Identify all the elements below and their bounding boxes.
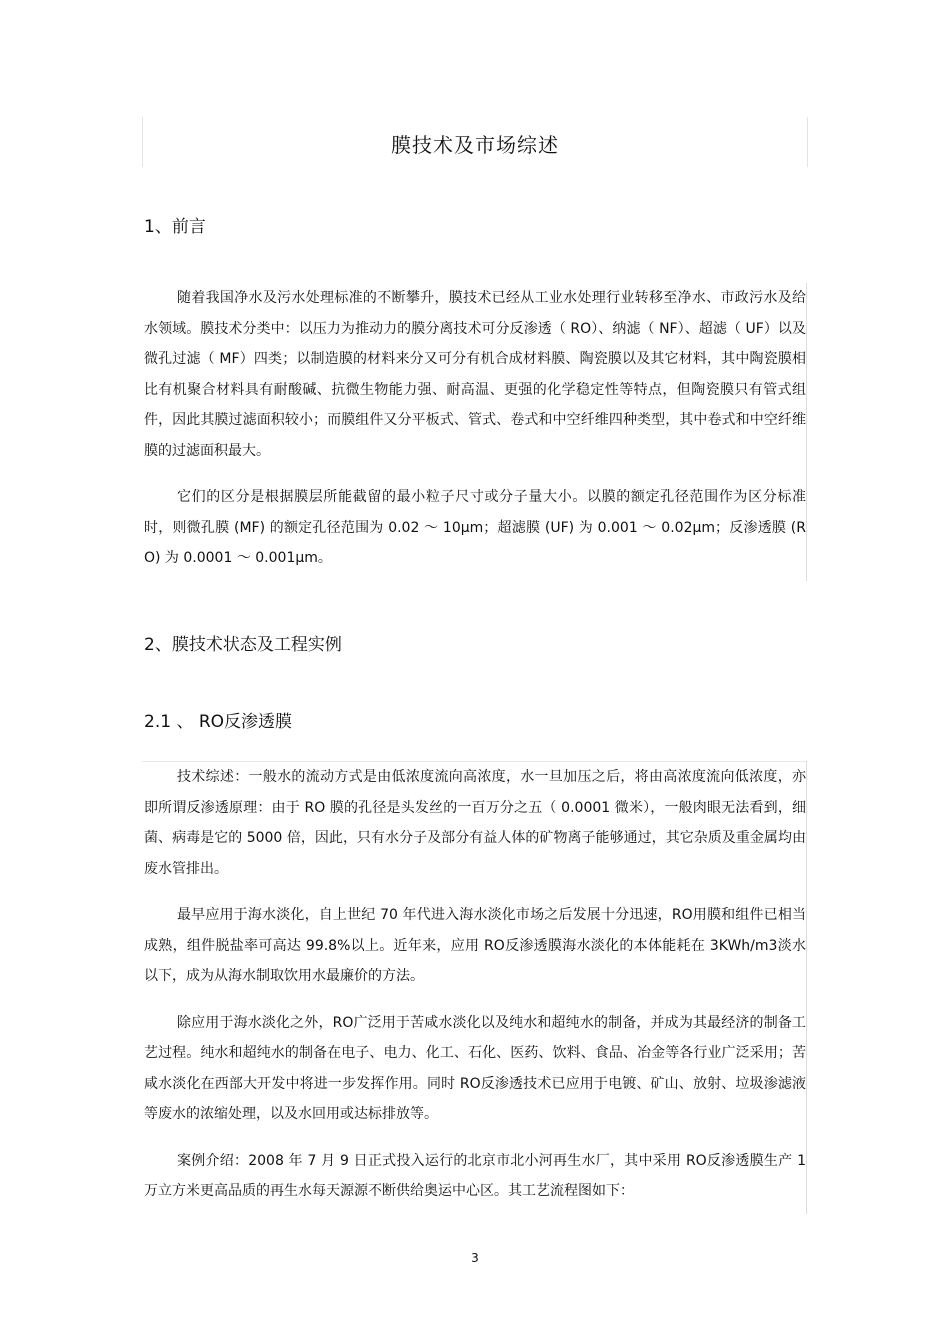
paragraph-ro-principle: 技术综述：一般水的流动方式是由低浓度流向高浓度，水一旦加压之后，将由高浓度流向低浓度，亦即所谓反渗透原理：由于 RO 膜的孔径是头发丝的一百万分之五（ 0.0001 微米），一般肉眼无法看到，细菌、病毒是它的 5000 倍，因此，只有水分子及部分有益人体的矿物离子能够通过，其它杂质及重金属均由废水管排出。 xyxy=(144,769,806,877)
section-heading-preface: 1、前言 xyxy=(144,217,206,237)
title-box xyxy=(142,117,808,167)
section-heading-membrane-status: 2、膜技术状态及工程实例 xyxy=(144,635,342,655)
preface-text-box xyxy=(142,283,807,581)
paragraph-pore-size: 它们的区分是根据膜层所能截留的最小粒子尺寸或分子量大小。以膜的额定孔径范围作为区分标准时，则微孔膜 (MF) 的额定孔径范围为 0.02 ～ 10μm；超滤膜 (UF) 为 0.001 ～ 0.02μm；反渗透膜 (RO) 为 0.0001 ～ 0.001μm。 xyxy=(144,489,806,566)
paragraph-case-study: 案例介绍：2008 年 7 月 9 日正式投入运行的北京市北小河再生水厂，其中采用 RO反渗透膜生产 1 万立方米更高品质的再生水每天源源不断供给奥运中心区。其工艺流程图如下： xyxy=(144,1152,806,1199)
section-heading-ro-membrane: 2.1 、 RO反渗透膜 xyxy=(144,712,293,732)
page-number: 3 xyxy=(471,1251,479,1265)
paragraph-membrane-classification: 随着我国净水及污水处理标准的不断攀升，膜技术已经从工业水处理行业转移至净水、市政污水及给水领域。膜技术分类中：以压力为推动力的膜分离技术可分反渗透（ RO）、纳滤（ NF）、超滤（ UF）以及微孔过滤（ MF）四类；以制造膜的材料来分又可分有机合成材料膜、陶瓷膜以及其它材料，其中陶瓷膜相比有机聚合材料具有耐酸碱、抗微生物能力强、耐高温、更强的化学稳定性等特点，但陶瓷膜只有管式组件，因此其膜过滤面积较小；而膜组件又分平板式、管式、卷式和中空纤维四种类型，其中卷式和中空纤维膜的过滤面积最大。 xyxy=(144,290,806,459)
ro-text-box xyxy=(142,761,807,1214)
paragraph-applications: 除应用于海水淡化之外，RO广泛用于苦咸水淡化以及纯水和超纯水的制备，并成为其最经济的制备工艺过程。纯水和超纯水的制备在电子、电力、化工、石化、医药、饮料、食品、冶金等各行业广泛采用；苦咸水淡化在西部大开发中将进一步发挥作用。同时 RO反渗透技术已应用于电镀、矿山、放射、垃圾渗滤液等废水的浓缩处理，以及水回用或达标排放等。 xyxy=(144,1014,806,1122)
paragraph-desalination: 最早应用于海水淡化，自上世纪 70 年代进入海水淡化市场之后发展十分迅速，RO用膜和组件已相当成熟，组件脱盐率可高达 99.8%以上。近年来，应用 RO反渗透膜海水淡化的本体能耗在 3KWh/m3淡水以下，成为从海水制取饮用水最廉价的方法。 xyxy=(144,907,806,984)
page-title: 膜技术及市场综述 xyxy=(391,133,559,157)
